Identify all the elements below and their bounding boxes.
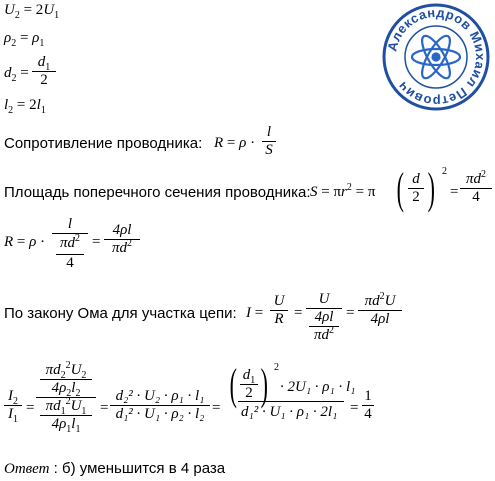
res2-complex-fraction: l $\pi d^2$ 4	[52, 216, 88, 272]
ratio-lhs-fraction: $I_2$ $I_1$	[4, 388, 22, 423]
ohm-start: I =	[246, 305, 264, 321]
ratio-paren-fraction: $d_1$ 2	[240, 367, 258, 402]
ratio-power: 2	[274, 362, 279, 373]
given-line-3: $d_2$ =	[4, 65, 29, 84]
ohm-result-fraction: $\pi d^2U$ 4ρl	[358, 293, 402, 328]
given-line-2: $\rho_2 = \rho_1$	[4, 30, 45, 49]
area-result-fraction: $\pi d^2$ 4	[460, 171, 492, 206]
ohm-eq2: =	[294, 305, 303, 321]
ratio-eq2: =	[100, 400, 109, 416]
ohm-eq3: =	[346, 305, 355, 321]
ratio-eq3: =	[212, 400, 221, 416]
answer-label: Ответ	[4, 461, 50, 477]
ratio-right-paren: )	[260, 360, 268, 409]
given-line-4: $l_2 = 2l_1$	[4, 97, 46, 116]
area-power: 2	[442, 166, 447, 177]
ratio-eq4: =	[350, 400, 359, 416]
resistance-label: Сопротивление проводника:	[4, 135, 203, 152]
atom-icon	[412, 32, 460, 82]
area-eq3: =	[450, 184, 459, 200]
area-right-paren: )	[427, 164, 435, 213]
ratio-expanded-fraction: d₂² · U₂ · ρ₁ · l₁ d₁² · U₁ · ρ₂ · l₂	[110, 388, 210, 423]
area-fraction-d-2: d 2	[408, 171, 424, 206]
svg-text:Александров Михаил Петрович: Александров Михаил Петрович	[384, 4, 489, 110]
given-fraction-d1-2: $d_1$ 2	[32, 54, 56, 89]
author-stamp	[381, 2, 491, 112]
ratio-eq1: =	[26, 400, 35, 416]
res2-result-fraction: 4ρl $\pi d^2$	[104, 222, 140, 257]
area-label: Площадь поперечного сечения проводника:	[4, 184, 311, 201]
res2-start: R = ρ ·	[4, 234, 46, 250]
ratio-result-fraction: 1 4	[362, 388, 374, 423]
ohm-complex-fraction: U 4ρl $\pi d^2$	[306, 291, 342, 344]
ratio-left-paren: (	[229, 360, 237, 409]
ratio-complex-fraction: $\pi d_2^2U_2$ $4\rho_2l_2$ $\pi d_1^2U_1$ $4\rho_1l_1$	[36, 362, 96, 433]
ratio-c-denominator: d₁² · U₁ · ρ₁ · 2l₁	[241, 404, 338, 420]
resistance-fraction: l S	[262, 124, 276, 159]
answer-text: б) уменьшится в 4 раза	[57, 460, 226, 477]
area-left-paren: (	[396, 164, 404, 213]
answer-line: Ответ : б) уменьшится в 4 раза	[4, 460, 226, 477]
area-formula-start: $S = \pi r^2 = \pi$	[310, 182, 376, 200]
ohm-label: По закону Ома для участка цепи:	[4, 305, 237, 322]
ohm-fraction-u-r: U R	[270, 293, 288, 328]
resistance-formula: R = ρ ·	[214, 135, 256, 151]
res2-eq2: =	[92, 234, 101, 250]
ratio-c-bar	[238, 401, 344, 402]
given-line-1: $U_2 = 2U_1$	[4, 2, 60, 21]
ratio-c-numerator-rest: · 2U₁ · ρ₁ · l₁	[280, 379, 356, 395]
